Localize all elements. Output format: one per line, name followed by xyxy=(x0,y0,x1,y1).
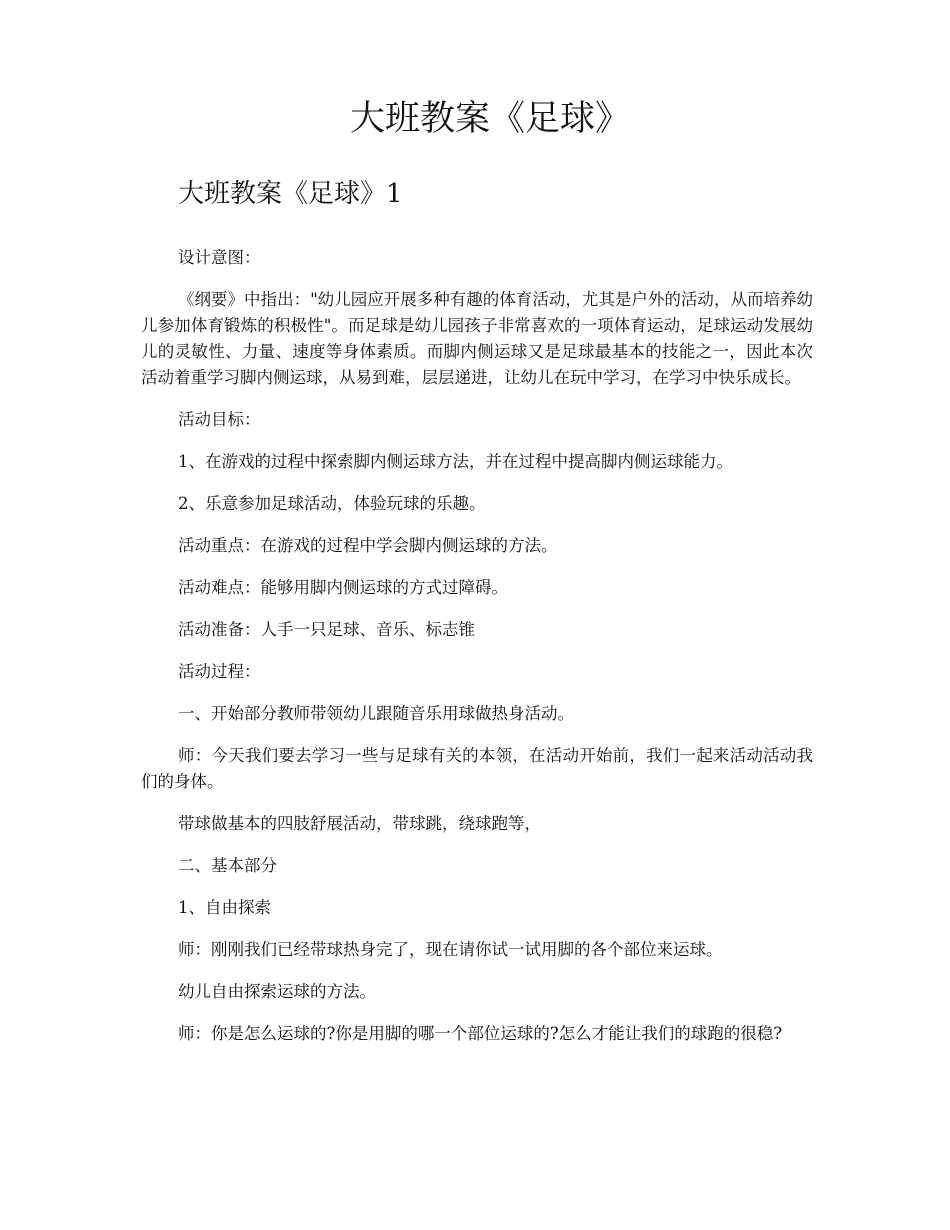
paragraph-preparation: 活动准备：人手一只足球、音乐、标志锥 xyxy=(178,620,475,639)
paragraph-design-intent-heading: 设计意图： xyxy=(178,248,261,267)
document-body xyxy=(141,245,813,1063)
paragraph-part-1: 一、开始部分教师带领幼儿跟随音乐用球做热身活动。 xyxy=(178,704,574,723)
paragraph-difficulty: 活动难点：能够用脚内侧运球的方式过障碍。 xyxy=(178,578,508,597)
paragraph-free-explore: 1、自由探索 xyxy=(178,898,271,917)
section-title: 大班教案《足球》1 xyxy=(178,179,403,209)
paragraph-key-point: 活动重点：在游戏的过程中学会脚内侧运球的方法。 xyxy=(178,536,558,555)
paragraph-teacher-question: 师：你是怎么运球的?你是用脚的哪一个部位运球的?怎么才能让我们的球跑的很稳? xyxy=(178,1024,783,1043)
paragraph-process-heading: 活动过程： xyxy=(178,662,261,681)
paragraph-part-2: 二、基本部分 xyxy=(178,856,277,875)
paragraph-child-explore: 幼儿自由探索运球的方法。 xyxy=(178,982,376,1001)
document-title: 大班教案《足球》 xyxy=(349,99,630,139)
paragraph-teacher-try: 师：刚刚我们已经带球热身完了，现在请你试一试用脚的各个部位来运球。 xyxy=(178,940,723,959)
paragraph-teacher-warmup: 师：今天我们要去学习一些与足球有关的本领，在活动开始前，我们一起来活动活动我们的身体。 xyxy=(141,746,813,791)
paragraph-goal-1: 1、在游戏的过程中探索脚内侧运球方法，并在过程中提高脚内侧运球能力。 xyxy=(178,452,733,471)
paragraph-goals-heading: 活动目标： xyxy=(178,410,261,429)
paragraph-design-intent: 《纲要》中指出："幼儿园应开展多种有趣的体育活动，尤其是户外的活动，从而培养幼儿参加体育锻炼的积极性"。而足球是幼儿园孩子非常喜欢的一项体育运动，足球运动发展幼儿的灵敏性、力量、速度等身体素质。而脚内侧运球又是足球最基本的技能之一，因此本次活动着重学习脚内侧运球，从易到难，层层递进，让幼儿在玩中学习，在学习中快乐成长。 xyxy=(141,290,813,387)
paragraph-goal-2: 2、乐意参加足球活动，体验玩球的乐趣。 xyxy=(178,494,486,513)
paragraph-warmup-activities: 带球做基本的四肢舒展活动，带球跳，绕球跑等， xyxy=(178,814,541,833)
